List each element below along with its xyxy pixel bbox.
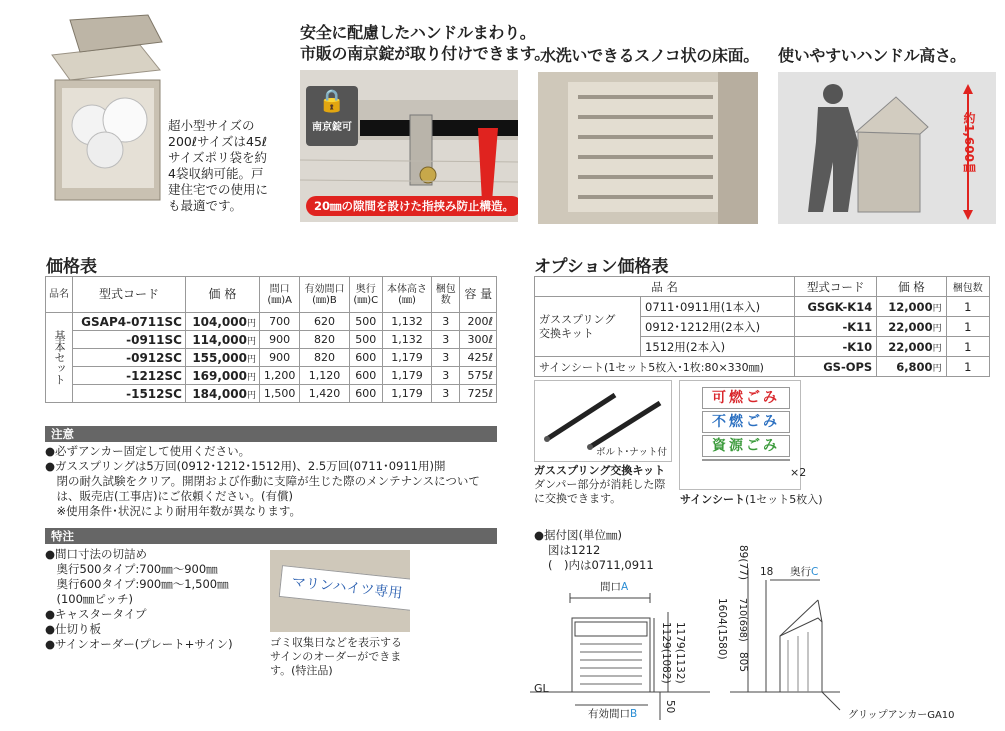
dim-89: 89(77) bbox=[737, 545, 749, 580]
col-a: 間口 (㎜)A bbox=[260, 277, 300, 313]
row-c: 500 bbox=[349, 313, 382, 331]
col-name: 品 名 bbox=[535, 277, 795, 297]
installation-diagram bbox=[530, 560, 970, 730]
row-price: 184,000円 bbox=[185, 385, 259, 403]
sign-plate: マリンハイツ専用 bbox=[279, 565, 410, 611]
row-pack: 1 bbox=[946, 357, 989, 377]
sign-times: ×2 bbox=[790, 466, 807, 479]
table-row bbox=[46, 331, 497, 349]
dim-frontage: 間口A bbox=[600, 581, 629, 593]
gl-label: GL bbox=[534, 682, 549, 695]
dim-710: 710(698) bbox=[737, 598, 748, 642]
row-pack: 1 bbox=[946, 297, 989, 317]
row-c: 600 bbox=[349, 385, 382, 403]
price-table bbox=[45, 276, 497, 403]
padlock-icon: 🔒 bbox=[318, 89, 346, 114]
dim-1129: 1129(1082) bbox=[660, 622, 672, 684]
dim-1604: 1604(1580) bbox=[716, 598, 728, 660]
row-h: 1,179 bbox=[382, 385, 431, 403]
special-tag: 特注 bbox=[45, 528, 497, 544]
lock-badge: 🔒 南京錠可 bbox=[306, 86, 358, 146]
row-a: 1,500 bbox=[260, 385, 300, 403]
row-price: 169,000円 bbox=[185, 367, 259, 385]
col-c: 奥行 (㎜)C bbox=[349, 277, 382, 313]
sign-burnable: 可燃ごみ bbox=[702, 387, 790, 409]
row-cap: 575ℓ bbox=[460, 367, 497, 385]
sign-nonburnable: 不燃ごみ bbox=[702, 411, 790, 433]
col-pack: 梱包数 bbox=[946, 277, 989, 297]
gap-label: 20㎜の隙間を設けた指挟み防止構造。 bbox=[306, 196, 518, 216]
col-price: 価 格 bbox=[185, 277, 259, 313]
dim-50: 50 bbox=[664, 700, 676, 714]
height-caption: 使いやすいハンドル高さ。 bbox=[778, 46, 966, 65]
row-name: 1512用(2本入) bbox=[641, 337, 795, 357]
row-code: -1212SC bbox=[73, 367, 186, 385]
handle-caption: 安全に配慮したハンドルまわり。 市販の南京錠が取り付けできます。 bbox=[300, 23, 550, 63]
row-code: -1512SC bbox=[73, 385, 186, 403]
table-row bbox=[46, 349, 497, 367]
option-table bbox=[534, 276, 990, 377]
special-text: ●間口寸法の切詰め 奥行500タイプ:700㎜～900㎜ 奥行600タイプ:900㎜～1,500㎜ (100㎜ピッチ) ●キャスタータイプ ●仕切り板 ●サインオーダー(プレート+サイン) bbox=[45, 547, 233, 651]
row-name: サインシート(1セット5枚入･1枚:80×330㎜) bbox=[535, 357, 795, 377]
row-pack: 3 bbox=[432, 313, 460, 331]
height-photo bbox=[778, 72, 996, 224]
table-row bbox=[46, 367, 497, 385]
row-code: -K10 bbox=[795, 337, 877, 357]
row-a: 900 bbox=[260, 331, 300, 349]
dim-depth: 奥行C bbox=[790, 566, 819, 578]
bolt-label: ボルト･ナット付 bbox=[595, 447, 667, 458]
row-pack: 3 bbox=[432, 385, 460, 403]
height-label: 約1,600㎜ bbox=[962, 112, 976, 174]
row-pack: 3 bbox=[432, 331, 460, 349]
table-header-row bbox=[535, 277, 990, 297]
row-pack: 1 bbox=[946, 317, 989, 337]
row-name: 0711･0911用(1本入) bbox=[641, 297, 795, 317]
price-table-title: 価格表 bbox=[46, 257, 97, 277]
row-h: 1,179 bbox=[382, 367, 431, 385]
row-c: 500 bbox=[349, 331, 382, 349]
row-h: 1,179 bbox=[382, 349, 431, 367]
row-b: 820 bbox=[300, 349, 349, 367]
dim-18: 18 bbox=[760, 566, 774, 578]
table-row bbox=[46, 313, 497, 331]
table-row bbox=[535, 297, 990, 317]
row-price: 22,000円 bbox=[877, 317, 946, 337]
col-pack: 梱包 数 bbox=[432, 277, 460, 313]
floor-caption: 水洗いできるスノコ状の床面。 bbox=[540, 46, 760, 65]
product-description: 超小型サイズの 200ℓサイズは45ℓ サイズポリ袋を約 4袋収納可能。戸 建住宅での使用に も最適です。 bbox=[168, 118, 269, 213]
row-c: 600 bbox=[349, 367, 382, 385]
row-cap: 300ℓ bbox=[460, 331, 497, 349]
row-a: 1,200 bbox=[260, 367, 300, 385]
row-b: 620 bbox=[300, 313, 349, 331]
anchor-label: グリップアンカーGA10 bbox=[848, 710, 955, 721]
notes-text: ●必ずアンカー固定して使用ください。 ●ガススプリングは5万回(0912･1212･1512用)、2.5万回(0711･0911用)開 閉の耐久試験をクリア。開閉および作動に支障が生じた際のメンテナンスについて は、販売店(工事店)にご依頼ください。(有償) ※使用条件･状況により耐用年数が異なります。 bbox=[45, 444, 480, 518]
product-photo bbox=[30, 10, 180, 210]
row-h: 1,132 bbox=[382, 331, 431, 349]
table-header-row bbox=[46, 277, 497, 313]
row-code: -0911SC bbox=[73, 331, 186, 349]
col-code: 型式コード bbox=[795, 277, 877, 297]
table-row bbox=[535, 357, 990, 377]
group-label: 基本セット bbox=[46, 313, 73, 403]
row-price: 6,800円 bbox=[877, 357, 946, 377]
col-b: 有効間口 (㎜)B bbox=[300, 277, 349, 313]
col-price: 価 格 bbox=[877, 277, 946, 297]
row-price: 155,000円 bbox=[185, 349, 259, 367]
handle-photo bbox=[300, 70, 518, 222]
floor-photo bbox=[538, 72, 758, 224]
row-price: 114,000円 bbox=[185, 331, 259, 349]
row-pack: 1 bbox=[946, 337, 989, 357]
row-c: 600 bbox=[349, 349, 382, 367]
row-cap: 425ℓ bbox=[460, 349, 497, 367]
row-code: GSGK-K14 bbox=[795, 297, 877, 317]
col-code: 型式コード bbox=[73, 277, 186, 313]
row-h: 1,132 bbox=[382, 313, 431, 331]
gas-kit-text: ガススプリング交換キット ダンパー部分が消耗した際 に交換できます。 bbox=[534, 464, 666, 505]
sign-sheet-caption: サインシート(1セット5枚入) bbox=[680, 493, 823, 506]
table-row bbox=[46, 385, 497, 403]
col-height: 本体高さ (㎜) bbox=[382, 277, 431, 313]
sign-recycle: 資源ごみ bbox=[702, 435, 790, 457]
gas-spring-photo bbox=[534, 380, 672, 462]
dim-805: 805 bbox=[737, 652, 749, 673]
option-group-label: ガススプリング 交換キット bbox=[535, 297, 641, 357]
row-code: GSAP4-0711SC bbox=[73, 313, 186, 331]
row-price: 104,000円 bbox=[185, 313, 259, 331]
dim-1179: 1179(1132) bbox=[674, 622, 686, 684]
row-pack: 3 bbox=[432, 349, 460, 367]
row-code: -K11 bbox=[795, 317, 877, 337]
sign-plate-photo bbox=[270, 550, 410, 632]
plate-caption: ゴミ収集日などを表示する サインのオーダーができま す。(特注品) bbox=[270, 636, 402, 677]
row-code: -0912SC bbox=[73, 349, 186, 367]
notes-tag: 注意 bbox=[45, 426, 497, 442]
row-cap: 725ℓ bbox=[460, 385, 497, 403]
row-b: 1,120 bbox=[300, 367, 349, 385]
row-price: 12,000円 bbox=[877, 297, 946, 317]
row-a: 700 bbox=[260, 313, 300, 331]
row-code: GS-OPS bbox=[795, 357, 877, 377]
option-table-title: オプション価格表 bbox=[534, 257, 669, 277]
row-price: 22,000円 bbox=[877, 337, 946, 357]
row-cap: 200ℓ bbox=[460, 313, 497, 331]
row-b: 820 bbox=[300, 331, 349, 349]
dim-eff-frontage: 有効間口B bbox=[588, 708, 638, 720]
col-capacity: 容 量 bbox=[460, 277, 497, 313]
row-name: 0912･1212用(2本入) bbox=[641, 317, 795, 337]
col-name: 品名 bbox=[46, 277, 73, 313]
row-b: 1,420 bbox=[300, 385, 349, 403]
row-pack: 3 bbox=[432, 367, 460, 385]
row-a: 900 bbox=[260, 349, 300, 367]
diagram-title: ●据付図(単位㎜) 図は1212 ( )内は0711,0911 bbox=[534, 528, 654, 572]
sign-blank bbox=[702, 459, 790, 461]
